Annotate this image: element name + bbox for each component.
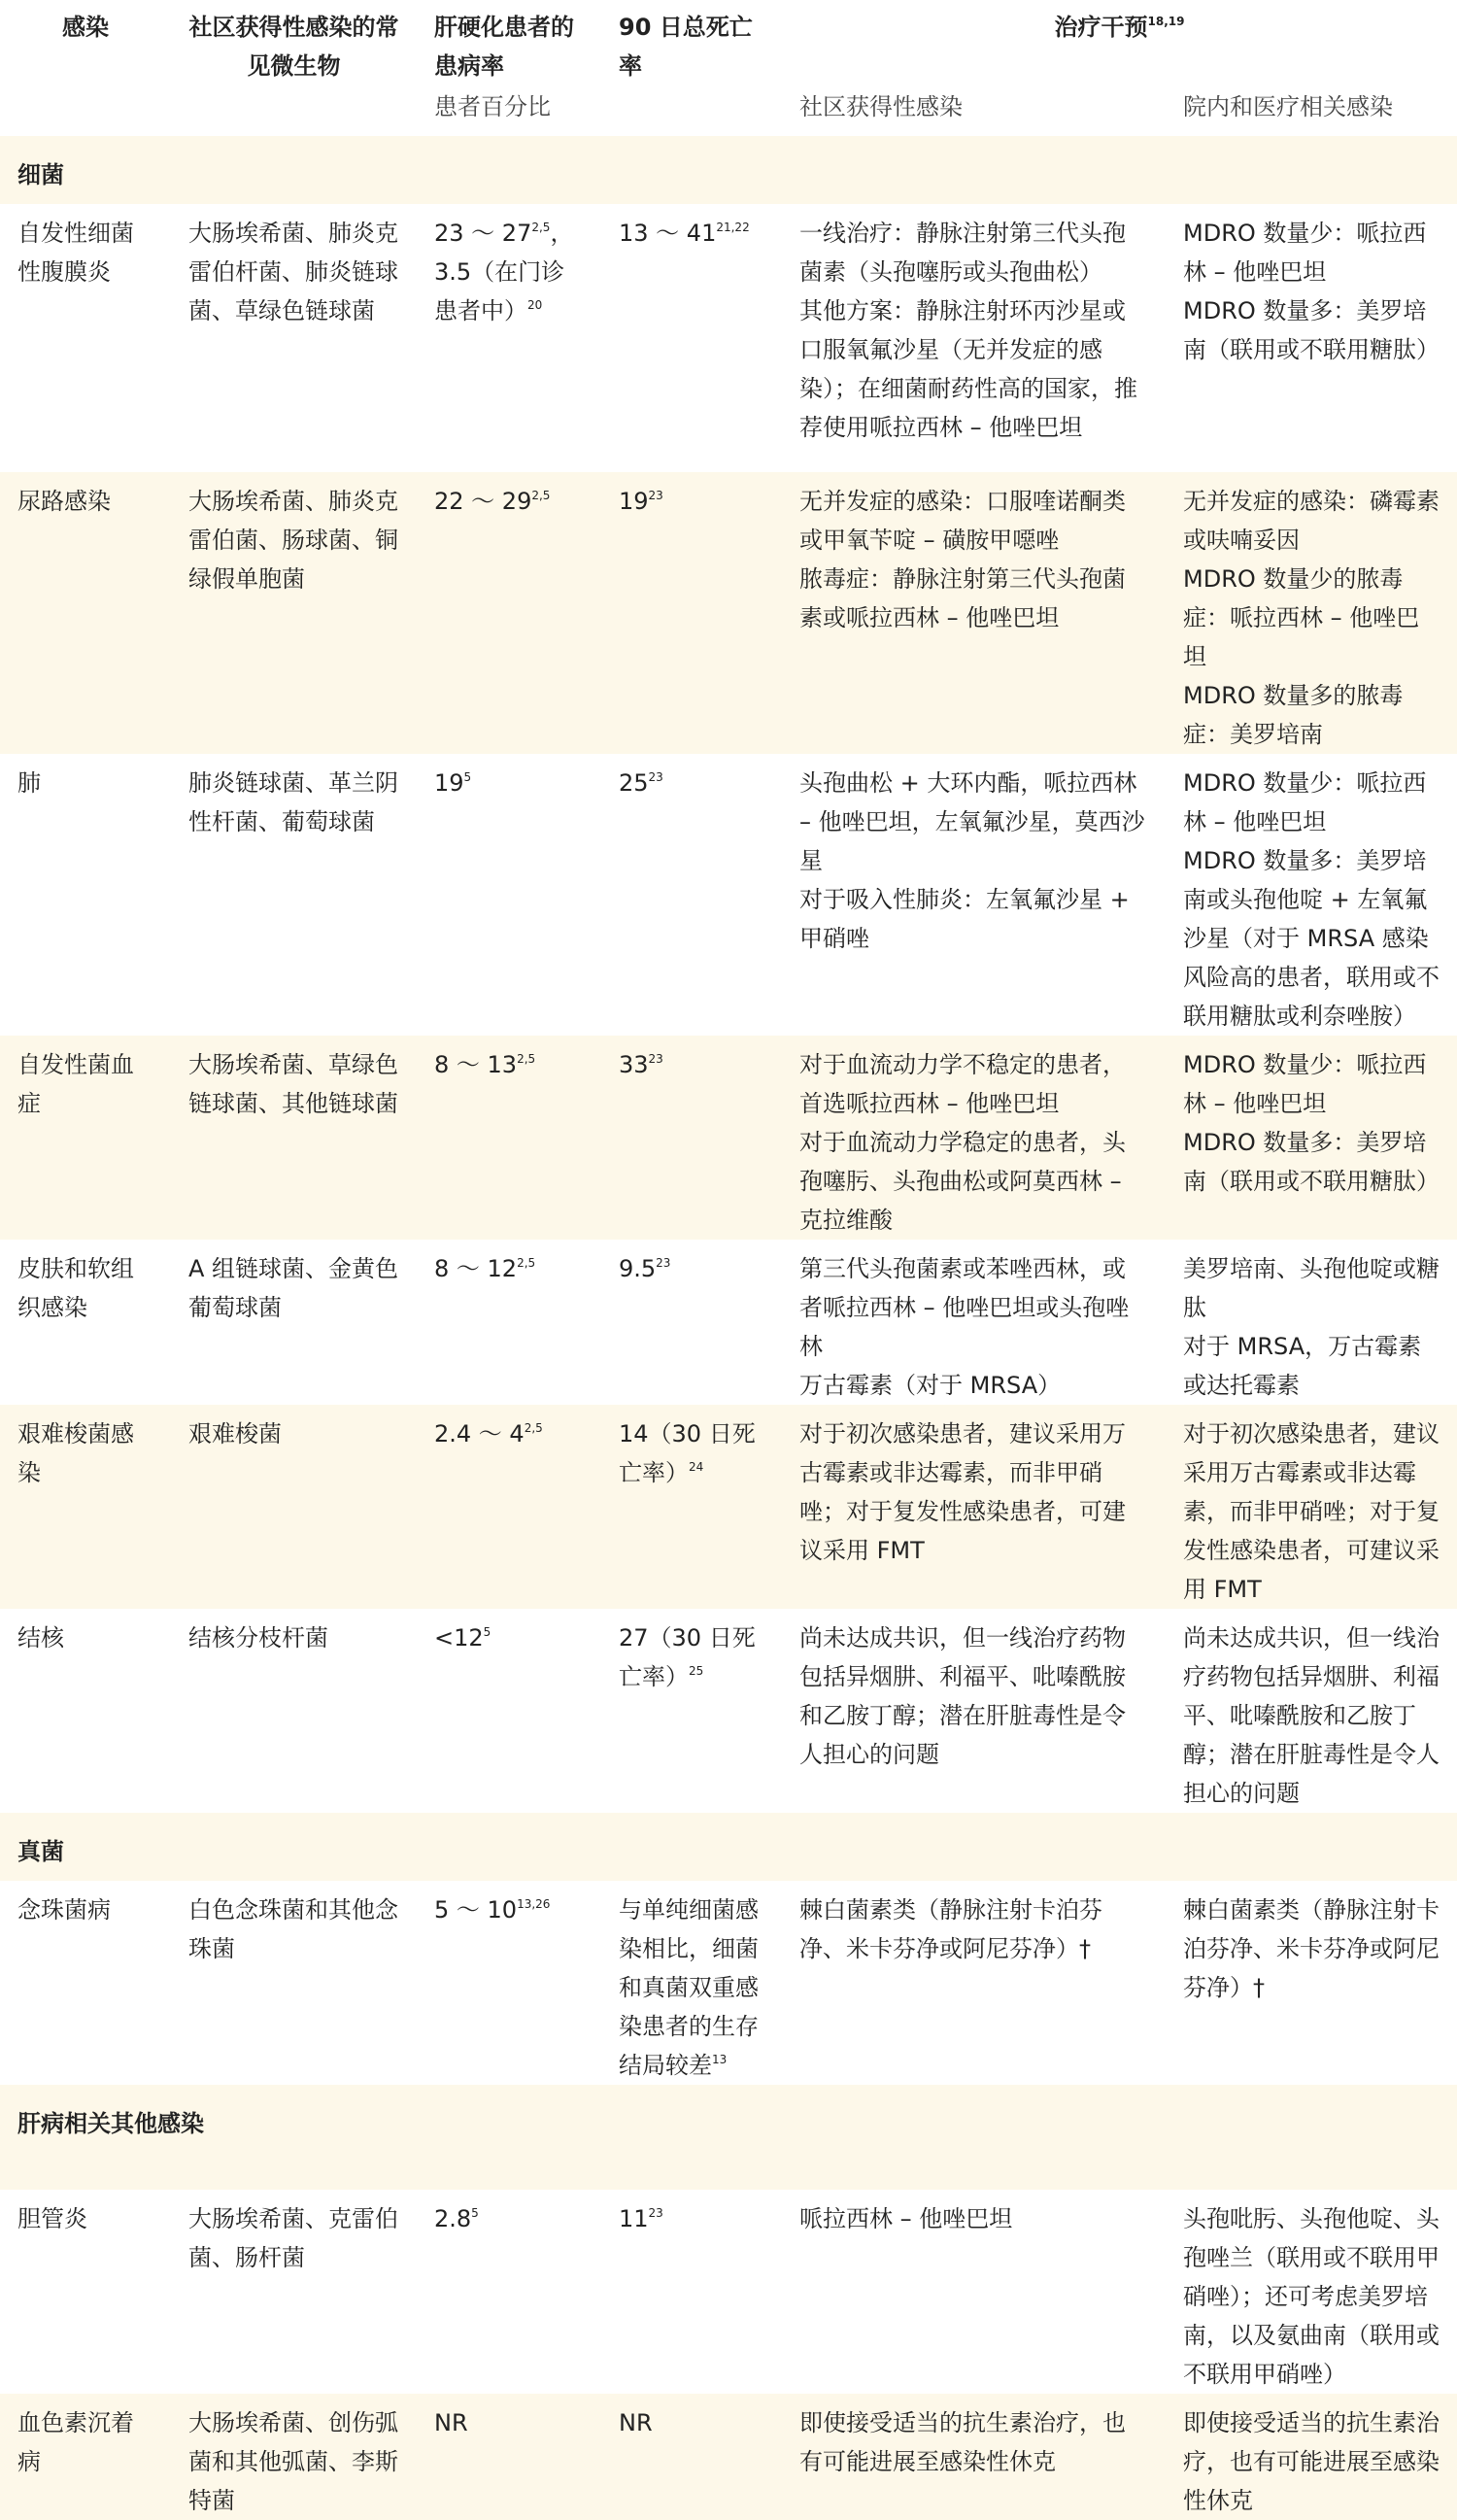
nosocomial-line: MDRO 数量少：哌拉西林 – 他唑巴坦 xyxy=(1183,1051,1427,1117)
nosocomial-line: 无并发症的感染：磷霉素或呋喃妥因 xyxy=(1183,488,1440,554)
table-row xyxy=(0,1609,1457,1813)
nosocomial-treatment xyxy=(1166,204,1457,472)
header-organisms: 社区获得性感染的常见微生物 xyxy=(188,14,399,80)
prevalence-value: 23 ～ 27 xyxy=(434,220,532,247)
organisms: 肺炎链球菌、革兰阴性杆菌、葡萄球菌 xyxy=(188,769,398,835)
nosocomial-line: MDRO 数量多：美罗培南（联用或不联用糖肽） xyxy=(1183,1129,1440,1195)
mortality-value: 11 xyxy=(619,2205,649,2232)
section-title: 肝病相关其他感染 xyxy=(0,2085,417,2190)
mortality-ref: 25 xyxy=(689,1664,704,1678)
prevalence-value: 8 ～ 12 xyxy=(434,1255,518,1282)
prevalence-value: 5 ～ 10 xyxy=(434,1896,518,1924)
rows-bacteria xyxy=(0,204,1457,1813)
community-line: 对于血流动力学稳定的患者，头孢噻肟、头孢曲松或阿莫西林 – 克拉维酸 xyxy=(799,1129,1126,1234)
mortality xyxy=(601,1240,782,1405)
prevalence-ref: 5 xyxy=(463,770,472,784)
organisms: 大肠埃希菌、创伤弧菌和其他弧菌、李斯特菌 xyxy=(171,2394,417,2520)
community-line: 棘白菌素类（静脉注射卡泊芬净、米卡芬净或阿尼芬净）† xyxy=(799,1896,1102,1962)
organisms: 大肠埃希菌、克雷伯菌、肠杆菌 xyxy=(188,2205,398,2271)
header-mortality: 90 日总死亡率 xyxy=(619,14,753,80)
nosocomial-treatment xyxy=(1166,1881,1457,2085)
subheader-percent: 患者百分比 xyxy=(434,93,551,120)
table-row xyxy=(0,1036,1457,1240)
nosocomial-treatment xyxy=(1166,472,1457,754)
infection-name: 艰难梭菌感染 xyxy=(0,1405,171,1609)
nosocomial-treatment xyxy=(1166,1240,1457,1405)
organisms: A 组链球菌、金黄色葡萄球菌 xyxy=(188,1255,399,1321)
nosocomial-line: MDRO 数量多：美罗培南（联用或不联用糖肽） xyxy=(1183,297,1440,363)
community-treatment xyxy=(782,1036,1166,1240)
mortality-ref: 23 xyxy=(648,1052,663,1066)
organisms: 大肠埃希菌、草绿色链球菌、其他链球菌 xyxy=(171,1036,417,1240)
mortality-ref: 23 xyxy=(648,2206,663,2220)
community-line: 尚未达成共识，但一线治疗药物包括异烟肼、利福平、吡嗪酰胺和乙胺丁醇；潜在肝脏毒性是令人担心的问题 xyxy=(799,1624,1126,1768)
organisms: 艰难梭菌 xyxy=(171,1405,417,1609)
community-treatment xyxy=(782,472,1166,754)
infection-name: 肺 xyxy=(17,769,41,797)
nosocomial-line: 对于初次感染患者，建议采用万古霉素或非达霉素，而非甲硝唑；对于复发性感染患者，可建议采用 FMT xyxy=(1183,1420,1440,1603)
mortality-value: 14（30 日死亡率） xyxy=(619,1420,756,1486)
community-line: 即使接受适当的抗生素治疗，也有可能进展至感染性休克 xyxy=(799,2409,1126,2475)
nosocomial-line: MDRO 数量少：哌拉西林 – 他唑巴坦 xyxy=(1183,769,1427,835)
community-line: 哌拉西林 – 他唑巴坦 xyxy=(799,2205,1013,2232)
prevalence-ref: 2,5 xyxy=(531,221,551,234)
prevalence-ref: 2,5 xyxy=(517,1256,536,1270)
community-treatment xyxy=(782,2190,1166,2394)
nosocomial-treatment xyxy=(1166,1405,1457,1609)
table-row xyxy=(0,1881,1457,2085)
mortality xyxy=(601,754,782,1036)
prevalence-ref: 2,5 xyxy=(531,489,551,502)
mortality xyxy=(601,2394,782,2520)
mortality-value: 13 ～ 41 xyxy=(619,220,717,247)
mortality xyxy=(601,1036,782,1240)
nosocomial-line: 对于 MRSA，万古霉素或达托霉素 xyxy=(1183,1333,1422,1399)
community-line: 对于血流动力学不稳定的患者，首选哌拉西林 – 他唑巴坦 xyxy=(799,1051,1126,1117)
mortality xyxy=(601,1609,782,1813)
infection-name: 自发性菌血症 xyxy=(0,1036,171,1240)
nosocomial-line: 头孢吡肟、头孢他啶、头孢唑兰（联用或不联用甲硝唑）；还可考虑美罗培南，以及氨曲南（联用或不联用甲硝唑） xyxy=(1183,2205,1440,2388)
mortality-value: 25 xyxy=(619,769,649,797)
mortality-ref: 13 xyxy=(712,2053,728,2066)
nosocomial-treatment xyxy=(1166,2190,1457,2394)
prevalence-ref: 5 xyxy=(483,1625,491,1639)
section-title: 真菌 xyxy=(0,1813,1457,1881)
rows-fungi xyxy=(0,1881,1457,2085)
mortality xyxy=(601,472,782,754)
organisms: 白色念珠菌和其他念珠菌 xyxy=(188,1896,398,1962)
header-treatment-sup: 18,19 xyxy=(1147,15,1185,28)
subheader-row xyxy=(0,87,1457,136)
header-treatment xyxy=(782,0,1457,87)
community-treatment xyxy=(782,1240,1166,1405)
community-line: 其他方案：静脉注射环丙沙星或口服氧氟沙星（无并发症的感染）；在细菌耐药性高的国家，推荐使用哌拉西林 – 他唑巴坦 xyxy=(799,297,1137,441)
table-row xyxy=(0,472,1457,754)
table-row xyxy=(0,204,1457,472)
prevalence xyxy=(417,1036,601,1240)
nosocomial-line: MDRO 数量少：哌拉西林 – 他唑巴坦 xyxy=(1183,220,1427,286)
infection-name: 尿路感染 xyxy=(0,472,171,754)
mortality-value: NR xyxy=(619,2409,653,2436)
table-row xyxy=(0,2394,1457,2520)
nosocomial-treatment xyxy=(1166,754,1457,1036)
mortality-ref: 24 xyxy=(689,1460,704,1474)
infection-name: 结核 xyxy=(17,1624,64,1652)
subheader-nosocomial: 院内和医疗相关感染 xyxy=(1183,93,1393,120)
infection-name: 自发性细菌性腹膜炎 xyxy=(17,220,134,286)
prevalence-extra: ，3.5（在门诊患者中） xyxy=(434,220,574,324)
table-row xyxy=(0,1405,1457,1609)
prevalence xyxy=(417,2190,601,2394)
prevalence xyxy=(417,1240,601,1405)
header-treatment-label: 治疗干预 xyxy=(1054,14,1148,41)
nosocomial-treatment xyxy=(1166,1609,1457,1813)
header-infection: 感染 xyxy=(62,14,109,41)
prevalence xyxy=(417,1609,601,1813)
community-line: 脓毒症：静脉注射第三代头孢菌素或哌拉西林 – 他唑巴坦 xyxy=(799,565,1126,631)
mortality-ref: 23 xyxy=(648,770,663,784)
section-fungi xyxy=(0,1813,1457,1881)
prevalence-value: 22 ～ 29 xyxy=(434,488,532,515)
community-treatment xyxy=(782,204,1166,472)
prevalence-value: <12 xyxy=(434,1624,484,1652)
community-treatment xyxy=(782,1609,1166,1813)
community-line: 第三代头孢菌素或苯唑西林，或者哌拉西林 – 他唑巴坦或头孢唑林 xyxy=(799,1255,1130,1360)
nosocomial-line: 棘白菌素类（静脉注射卡泊芬净、米卡芬净或阿尼芬净）† xyxy=(1183,1896,1440,2001)
community-line: 一线治疗：静脉注射第三代头孢菌素（头孢噻肟或头孢曲松） xyxy=(799,220,1126,286)
prevalence xyxy=(417,1881,601,2085)
community-line: 头孢曲松 + 大环内酯，哌拉西林 – 他唑巴坦，左氧氟沙星，莫西沙星 xyxy=(799,769,1145,874)
mortality-ref: 21,22 xyxy=(716,221,750,234)
prevalence xyxy=(417,204,601,472)
nosocomial-line: 即使接受适当的抗生素治疗，也有可能进展至感染性休克 xyxy=(1183,2409,1440,2514)
mortality xyxy=(601,1405,782,1609)
prevalence-value: 2.4 ～ 4 xyxy=(434,1420,525,1447)
community-line: 对于初次感染患者，建议采用万古霉素或非达霉素，而非甲硝唑；对于复发性感染患者，可建议采用 FMT xyxy=(799,1420,1126,1564)
prevalence-ref: 2,5 xyxy=(524,1421,543,1435)
prevalence-ref: 5 xyxy=(471,2206,479,2220)
infection-name: 皮肤和软组织感染 xyxy=(17,1255,134,1321)
infection-name: 血色素沉着病 xyxy=(0,2394,171,2520)
mortality xyxy=(601,1881,782,2085)
community-line: 万古霉素（对于 MRSA） xyxy=(799,1372,1062,1399)
community-treatment xyxy=(782,1881,1166,2085)
table-row xyxy=(0,754,1457,1036)
mortality-value: 27（30 日死亡率） xyxy=(619,1624,756,1690)
header-prevalence: 肝硬化患者的患病率 xyxy=(434,14,574,80)
prevalence xyxy=(417,472,601,754)
mortality-ref: 23 xyxy=(648,489,663,502)
prevalence-value: 19 xyxy=(434,769,464,797)
mortality xyxy=(601,2190,782,2394)
community-treatment xyxy=(782,754,1166,1036)
nosocomial-line: 美罗培南、头孢他啶或糖肽 xyxy=(1183,1255,1440,1321)
organisms: 大肠埃希菌、肺炎克雷伯菌、肠球菌、铜绿假单胞菌 xyxy=(171,472,417,754)
community-line: 无并发症的感染：口服喹诺酮类或甲氧苄啶 – 磺胺甲噁唑 xyxy=(799,488,1126,554)
infection-name: 胆管炎 xyxy=(17,2205,87,2232)
table-row xyxy=(0,2190,1457,2394)
table-row xyxy=(0,1240,1457,1405)
rows-other xyxy=(0,2190,1457,2520)
mortality-value: 与单纯细菌感染相比，细菌和真菌双重感染患者的生存结局较差 xyxy=(619,1896,759,2079)
nosocomial-treatment xyxy=(1166,2394,1457,2520)
prevalence-value: 8 ～ 13 xyxy=(434,1051,518,1078)
prevalence-ref: 13,26 xyxy=(517,1897,551,1911)
mortality-value: 33 xyxy=(619,1051,649,1078)
mortality xyxy=(601,204,782,472)
prevalence xyxy=(417,1405,601,1609)
prevalence-extra-ref: 20 xyxy=(527,298,543,312)
nosocomial-line: 尚未达成共识，但一线治疗药物包括异烟肼、利福平、吡嗪酰胺和乙胺丁醇；潜在肝脏毒性是令人担心的问题 xyxy=(1183,1624,1440,1807)
prevalence-value: NR xyxy=(434,2409,468,2436)
header-row xyxy=(0,0,1457,87)
mortality-ref: 23 xyxy=(656,1256,671,1270)
organisms: 大肠埃希菌、肺炎克雷伯杆菌、肺炎链球菌、草绿色链球菌 xyxy=(188,220,398,324)
community-treatment xyxy=(782,1405,1166,1609)
prevalence-ref: 2,5 xyxy=(517,1052,536,1066)
subheader-community: 社区获得性感染 xyxy=(799,93,963,120)
community-treatment xyxy=(782,2394,1166,2520)
organisms: 结核分枝杆菌 xyxy=(188,1624,328,1652)
infection-name: 念珠菌病 xyxy=(17,1896,111,1924)
prevalence xyxy=(417,2394,601,2520)
mortality-value: 9.5 xyxy=(619,1255,657,1282)
nosocomial-line: MDRO 数量多的脓毒症：美罗培南 xyxy=(1183,682,1404,748)
nosocomial-line: MDRO 数量多：美罗培南或头孢他啶 + 左氧氟沙星（对于 MRSA 感染风险高的患者，联用或不联用糖肽或利奈唑胺） xyxy=(1183,847,1440,1030)
section-title: 细菌 xyxy=(0,136,1457,204)
community-line: 对于吸入性肺炎：左氧氟沙星 + 甲硝唑 xyxy=(799,886,1130,952)
section-other xyxy=(0,2085,1457,2190)
prevalence-value: 2.8 xyxy=(434,2205,472,2232)
nosocomial-treatment xyxy=(1166,1036,1457,1240)
mortality-value: 19 xyxy=(619,488,649,515)
prevalence xyxy=(417,754,601,1036)
nosocomial-line: MDRO 数量少的脓毒症：哌拉西林 – 他唑巴坦 xyxy=(1183,565,1420,670)
section-bacteria xyxy=(0,136,1457,204)
